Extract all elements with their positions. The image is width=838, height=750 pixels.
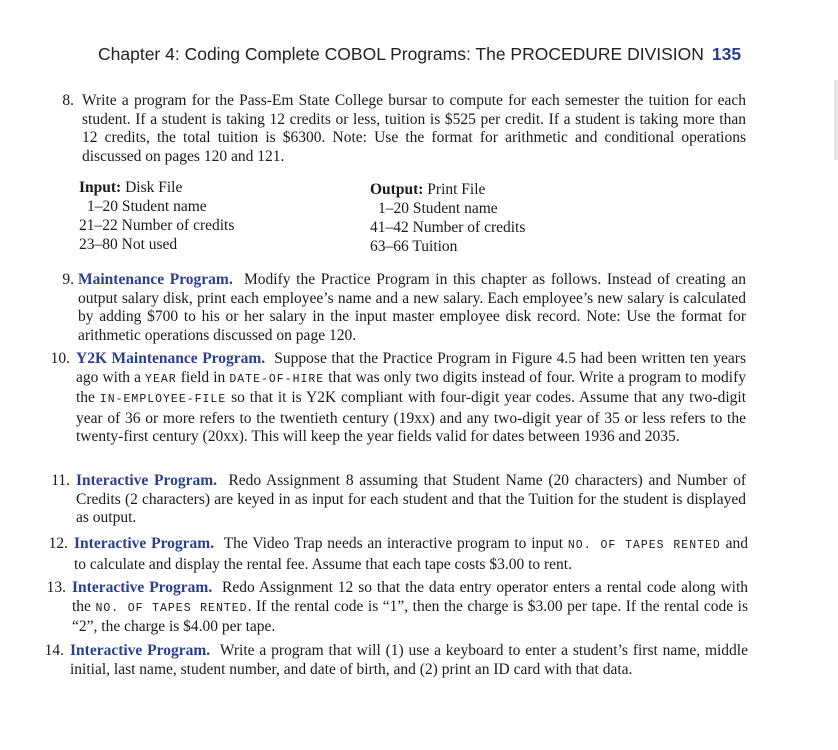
exercise-9 (56, 271, 746, 345)
code-term: DATE-OF-HIRE (229, 372, 325, 386)
exercise-11 (46, 472, 746, 528)
input-spec (79, 178, 234, 254)
exercise-body: Modify the Practice Program in this chapter as follows. Instead of creating an output salary disk, print each employee’s name and a new salary. Each employee’s new salary is calculated by adding $700 to his or her salary in the input master employee disk record. Note: Use the format for arithmetic operations discussed on page 120. (78, 271, 746, 344)
exercise-body: that was only two digits instead of four. Write a program to modify the (76, 368, 747, 407)
exercise-text (78, 271, 746, 345)
exercise-number: 13. (46, 579, 66, 596)
output-row: 1–20 Student name (378, 200, 498, 217)
exercise-title: Interactive Program. (74, 535, 215, 552)
page-header (98, 44, 748, 65)
exercise-body: Suppose that the Practice Program in Figure 4.5 had been written ten years ago with a (76, 350, 746, 386)
exercise-title: Y2K Maintenance Program. (76, 350, 266, 367)
chapter-title: Chapter 4: Coding Complete COBOL Programs: The PROCEDURE DIVISION (98, 44, 704, 64)
exercise-13 (42, 579, 748, 637)
exercise-14 (40, 642, 748, 679)
exercise-8 (56, 92, 746, 166)
exercise-text (76, 472, 746, 528)
exercise-body: Write a program that will (1) use a keyboard to enter a student’s first name, middle initial, last name, student number, and date of birth, and (2) print an ID card with that data. (70, 642, 748, 678)
input-row: 23–80 Not used (79, 236, 178, 253)
exercise-body: field in (180, 368, 226, 386)
code-term: YEAR (145, 372, 177, 386)
code-term: NO. OF TAPES RENTED (95, 601, 248, 615)
exercise-number: 8. (62, 92, 74, 109)
exercise-text (70, 642, 748, 679)
exercise-title: Maintenance Program. (78, 271, 233, 288)
exercise-title: Interactive Program. (72, 579, 213, 596)
exercise-body: and to calculate and display the rental fee. Assume that each tape costs $3.00 to rent. (74, 535, 749, 573)
input-title: Input: (79, 179, 122, 196)
exercise-number: 14. (44, 642, 64, 659)
output-row: 41–42 Number of credits (370, 219, 526, 236)
input-row: 21–22 Number of credits (79, 217, 235, 234)
exercise-text (74, 535, 748, 574)
exercise-number: 11. (51, 472, 70, 489)
output-spec (370, 180, 525, 256)
exercise-body: The Video Trap needs an interactive program to input (223, 535, 564, 552)
exercise-text (76, 350, 746, 447)
page-number: 135 (711, 44, 742, 64)
output-row: 63–66 Tuition (370, 238, 458, 255)
exercise-number: 12. (48, 535, 68, 552)
page-edge-shadow (834, 80, 838, 160)
exercise-body: so that it is Y2K compliant with four-digit year codes. Assume that any two-digit year of 36 or more refers to the twentieth century (19xx) and any two-digit year of 35 or less refers to the twenty-first century (20xx). This will keep the year fields valid for dates between 1936 and 2035. (76, 389, 746, 446)
output-type: Print File (423, 181, 486, 198)
exercise-title: Interactive Program. (76, 472, 218, 489)
exercise-text (72, 579, 748, 637)
code-term: IN-EMPLOYEE-FILE (99, 393, 227, 407)
code-term: NO. OF TAPES RENTED (567, 539, 721, 552)
exercise-number: 9. (62, 271, 74, 288)
exercise-body: Redo Assignment 8 assuming that Student Name (20 characters) and Number of Credits (2 characters) are keyed in as input for each student and that the Tuition for the student is displayed as output. (76, 472, 746, 527)
exercise-text: Write a program for the Pass-Em State College bursar to compute for each semester the tuition for each student. If a student is taking 12 credits or less, tuition is $525 per credit. If a student is taking more than 12 credits, the total tuition is $6300. Note: Use the format for arithmetic and conditional operations discussed on pages 120 and 121. (82, 92, 746, 165)
input-type: Disk File (121, 179, 183, 196)
exercise-body: Redo Assignment 12 so that the data entry operator enters a rental code along with the (72, 579, 748, 615)
exercise-title: Interactive Program. (70, 642, 211, 659)
exercise-12 (44, 535, 748, 574)
output-title: Output: (370, 181, 424, 198)
exercise-10 (46, 350, 746, 447)
exercise-number: 10. (50, 350, 70, 367)
input-row: 1–20 Student name (87, 198, 207, 215)
exercise-body: . If the rental code is “1”, then the charge is $3.00 per tape. If the rental code is “2”, the charge is $4.00 per tape. (72, 597, 748, 636)
